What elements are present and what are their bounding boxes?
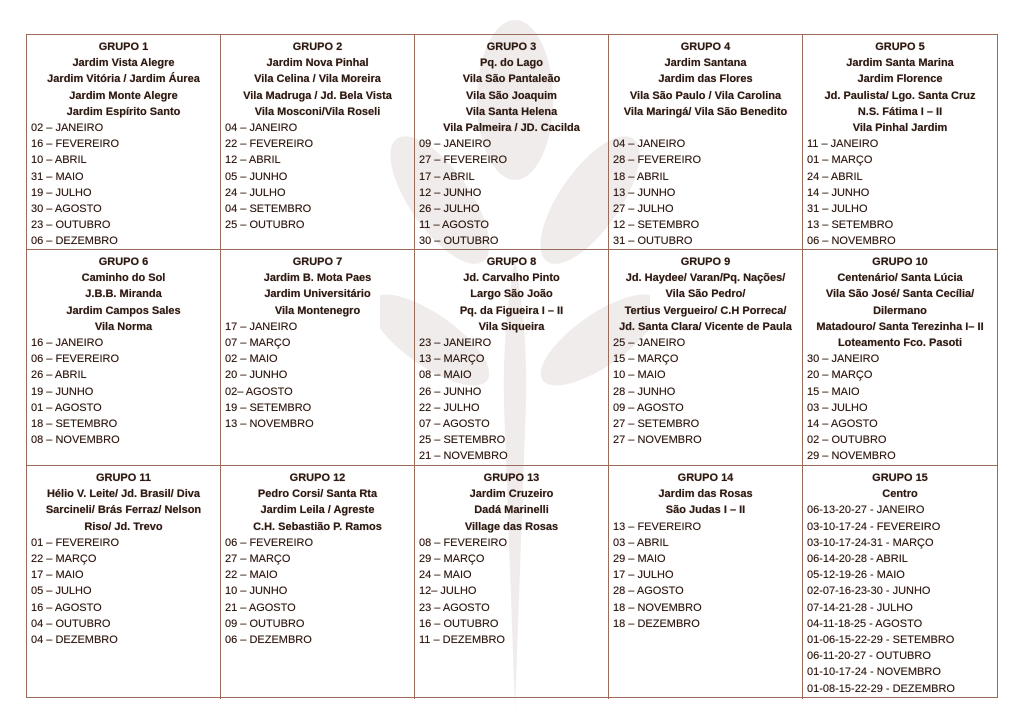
collection-date: 18 – SETEMBRO xyxy=(31,418,118,431)
collection-date: 16 – AGOSTO xyxy=(31,601,102,614)
group-title: GRUPO 15 xyxy=(872,472,928,484)
collection-date: 31 – MAIO xyxy=(31,170,84,183)
collection-date: 22 – MAIO xyxy=(225,569,278,582)
collection-date: 12 – JUNHO xyxy=(419,186,482,199)
collection-date: 06-11-20-27 - OUTUBRO xyxy=(807,650,931,663)
collection-date: 11 – AGOSTO xyxy=(419,219,489,232)
group-title: GRUPO 1 xyxy=(98,41,149,53)
collection-date: 27 – NOVEMBRO xyxy=(613,434,702,447)
group-title: GRUPO 10 xyxy=(872,256,928,268)
collection-date: 29 – MAIO xyxy=(613,553,666,566)
group-cell xyxy=(803,250,997,466)
group-cell xyxy=(27,35,221,250)
group-title: GRUPO 6 xyxy=(98,256,149,268)
collection-date: 16 – JANEIRO xyxy=(31,337,104,350)
schedule-table xyxy=(26,34,998,698)
collection-date: 06 – DEZEMBRO xyxy=(31,235,118,248)
collection-date: 14 – JUNHO xyxy=(807,186,870,199)
collection-date: 26 – ABRIL xyxy=(31,369,87,382)
collection-date: 27 – JULHO xyxy=(613,203,674,216)
group-title: GRUPO 9 xyxy=(680,256,731,268)
collection-date: 02 – MAIO xyxy=(225,353,278,366)
group-location: Jardim B. Mota Paes xyxy=(263,272,372,285)
group-location: Loteamento Fco. Pasoti xyxy=(837,337,963,350)
group-location: São Judas I – II xyxy=(665,504,746,517)
collection-date: 05 – JUNHO xyxy=(225,170,288,183)
collection-date: 14 – AGOSTO xyxy=(807,418,878,431)
group-location: Largo São João xyxy=(470,288,553,301)
collection-date: 22 – FEVEREIRO xyxy=(225,138,314,151)
collection-date: 24 – JULHO xyxy=(225,186,286,199)
collection-date: 06-13-20-27 - JANEIRO xyxy=(807,504,925,517)
group-cell xyxy=(27,250,221,466)
collection-date: 08 – MAIO xyxy=(419,369,472,382)
group-location: Jardim Nova Pinhal xyxy=(266,57,369,70)
group-location: Jardim Vista Alegre xyxy=(72,57,175,70)
group-cell xyxy=(415,35,609,250)
collection-date: 04 – SETEMBRO xyxy=(225,203,312,216)
group-title: GRUPO 13 xyxy=(483,472,540,484)
collection-date: 05 – JULHO xyxy=(31,585,92,598)
collection-date: 12 – ABRIL xyxy=(225,154,281,167)
collection-date: 23 – OUTUBRO xyxy=(31,219,111,232)
group-location: C.H. Sebastião P. Ramos xyxy=(253,520,382,533)
group-location: Vila Mosconi/Vila Roseli xyxy=(254,105,381,118)
collection-date: 25 – OUTUBRO xyxy=(225,219,305,232)
collection-date: 29 – MARÇO xyxy=(419,553,485,566)
collection-date: 22 – MARÇO xyxy=(31,553,97,566)
collection-date: 03 – JULHO xyxy=(807,401,868,414)
collection-date: 19 – SETEMBRO xyxy=(225,401,312,414)
collection-date: 07-14-21-28 - JULHO xyxy=(807,601,913,614)
group-title: GRUPO 12 xyxy=(289,472,346,484)
collection-date: 26 – JULHO xyxy=(419,203,480,216)
group-title: GRUPO 4 xyxy=(680,41,731,53)
group-title: GRUPO 11 xyxy=(95,472,152,484)
group-location: Pq. da Figueira I – II xyxy=(459,304,564,317)
collection-date: 11 – JANEIRO xyxy=(807,138,879,151)
group-location: Riso/ Jd. Trevo xyxy=(84,520,163,533)
collection-date xyxy=(613,120,798,136)
group-title: GRUPO 2 xyxy=(292,41,343,53)
collection-date: 03 – ABRIL xyxy=(613,536,669,549)
collection-date: 09 – JANEIRO xyxy=(419,138,492,151)
group-title: GRUPO 8 xyxy=(486,256,537,268)
group-location: Vila São Paulo / Vila Carolina xyxy=(629,89,782,102)
group-location: Vila Madruga / Jd. Bela Vista xyxy=(243,89,392,102)
group-cell xyxy=(609,466,803,699)
collection-date: 25 – JANEIRO xyxy=(613,337,686,350)
collection-date: 10 – MAIO xyxy=(613,369,666,382)
group-location: Jardim Florence xyxy=(857,73,943,86)
collection-date: 18 – ABRIL xyxy=(613,170,669,183)
group-location: Vila Montenegro xyxy=(274,304,361,317)
collection-date: 04 – JANEIRO xyxy=(613,138,686,151)
group-location: Jardim Monte Alegre xyxy=(69,89,178,102)
group-cell xyxy=(27,466,221,699)
group-location: Caminho do Sol xyxy=(81,272,166,285)
collection-date: 01-10-17-24 - NOVEMBRO xyxy=(807,666,941,679)
collection-date: 03-10-17-24 - FEVEREIRO xyxy=(807,520,941,533)
group-location: Jardim Campos Sales xyxy=(66,304,181,317)
collection-date: 20 – MARÇO xyxy=(807,369,873,382)
group-location: J.B.B. Miranda xyxy=(85,288,162,301)
group-location: Vila Palmeira / JD. Cacilda xyxy=(443,122,580,135)
collection-date: 16 – OUTUBRO xyxy=(419,617,499,630)
group-location: Matadouro/ Santa Terezinha I– II xyxy=(816,320,984,333)
collection-date: 04 – OUTUBRO xyxy=(31,617,111,630)
collection-date: 16 – FEVEREIRO xyxy=(31,138,120,151)
collection-date: 18 – DEZEMBRO xyxy=(613,617,700,630)
collection-date: 17 – JULHO xyxy=(613,569,674,582)
collection-date: 15 – MARÇO xyxy=(613,353,679,366)
collection-date: 26 – JUNHO xyxy=(419,385,482,398)
collection-date: 13 – MARÇO xyxy=(419,353,485,366)
group-title: GRUPO 7 xyxy=(292,256,343,268)
collection-date: 15 – MAIO xyxy=(807,385,860,398)
collection-date: 11 – DEZEMBRO xyxy=(419,634,505,647)
group-location: Vila Maringá/ Vila São Benedito xyxy=(623,105,788,118)
collection-date: 21 – AGOSTO xyxy=(225,601,296,614)
group-location: Jd. Carvalho Pinto xyxy=(463,272,560,285)
collection-date: 10 – ABRIL xyxy=(31,154,87,167)
group-cell xyxy=(221,250,415,466)
group-location: Jardim Universitário xyxy=(264,288,371,301)
group-cell xyxy=(609,250,803,466)
collection-date: 19 – JULHO xyxy=(31,186,92,199)
collection-date: 30 – OUTUBRO xyxy=(419,235,499,248)
collection-date: 07 – MARÇO xyxy=(225,337,291,350)
collection-date: 19 – JUNHO xyxy=(31,385,94,398)
collection-date: 02-07-16-23-30 - JUNHO xyxy=(807,585,931,598)
group-location: Centenário/ Santa Lúcia xyxy=(837,272,963,285)
collection-date: 04 – JANEIRO xyxy=(225,122,298,135)
collection-date: 06 – DEZEMBRO xyxy=(225,634,312,647)
collection-date: 12– JULHO xyxy=(419,585,477,598)
collection-date: 01-08-15-22-29 - DEZEMBRO xyxy=(807,682,955,695)
collection-date: 07 – AGOSTO xyxy=(419,418,490,431)
collection-date: 04-11-18-25 - AGOSTO xyxy=(807,617,923,630)
group-location: Jardim Santana xyxy=(664,57,747,70)
group-location: Dilermano xyxy=(873,304,927,317)
group-location: Vila Norma xyxy=(94,320,153,333)
group-cell xyxy=(803,35,997,250)
collection-date: 02 – JANEIRO xyxy=(31,122,104,135)
collection-date: 01-06-15-22-29 - SETEMBRO xyxy=(807,634,955,647)
collection-date: 17 – MAIO xyxy=(31,569,84,582)
group-location: Jardim Vitória / Jardim Áurea xyxy=(47,73,200,86)
collection-date: 02– AGOSTO xyxy=(225,385,293,398)
collection-date: 31 – OUTUBRO xyxy=(613,235,693,248)
group-location: Vila Pinhal Jardim xyxy=(852,122,948,135)
collection-date: 17 – ABRIL xyxy=(419,170,475,183)
collection-date: 13 – FEVEREIRO xyxy=(613,520,702,533)
group-title: GRUPO 14 xyxy=(677,472,734,484)
collection-date: 29 – NOVEMBRO xyxy=(807,450,896,463)
group-location: Vila São José/ Santa Cecília/ xyxy=(825,288,975,301)
collection-date: 22 – JULHO xyxy=(419,401,480,414)
collection-date: 06-14-20-28 - ABRIL xyxy=(807,553,908,566)
group-cell xyxy=(803,466,997,699)
group-title: GRUPO 3 xyxy=(486,41,537,53)
group-location: Jardim das Flores xyxy=(658,73,753,86)
collection-date: 13 – NOVEMBRO xyxy=(225,418,314,431)
group-location: Jardim Espírito Santo xyxy=(66,105,181,118)
group-location: Pq. do Lago xyxy=(480,57,543,70)
collection-date: 30 – AGOSTO xyxy=(31,203,102,216)
group-location: Tertius Vergueiro/ C.H Porreca/ xyxy=(624,304,787,317)
collection-date: 08 – FEVEREIRO xyxy=(419,536,508,549)
group-location: Sarcineli/ Brás Ferraz/ Nelson xyxy=(45,504,202,517)
collection-date: 10 – JUNHO xyxy=(225,585,288,598)
group-location: Vila São Pantaleão xyxy=(462,73,561,86)
group-cell xyxy=(221,466,415,699)
group-location: Vila Siqueira xyxy=(478,320,545,333)
collection-date: 24 – ABRIL xyxy=(807,170,863,183)
group-location: Vila Santa Helena xyxy=(465,105,558,118)
collection-date: 17 – JANEIRO xyxy=(225,320,298,333)
collection-date: 06 – FEVEREIRO xyxy=(225,536,314,549)
collection-date: 20 – JUNHO xyxy=(225,369,288,382)
group-location: Jd. Santa Clara/ Vicente de Paula xyxy=(619,320,792,333)
group-location: Vila Celina / Vila Moreira xyxy=(254,73,381,86)
group-location: Centro xyxy=(882,488,918,501)
collection-date: 28 – FEVEREIRO xyxy=(613,154,702,167)
collection-date: 12 – SETEMBRO xyxy=(613,219,700,232)
collection-date: 21 – NOVEMBRO xyxy=(419,450,508,463)
collection-date: 23 – JANEIRO xyxy=(419,337,492,350)
group-location: Jardim Cruzeiro xyxy=(469,488,554,501)
collection-date: 27 – SETEMBRO xyxy=(613,418,700,431)
collection-date: 06 – FEVEREIRO xyxy=(31,353,120,366)
collection-date: 05-12-19-26 - MAIO xyxy=(807,569,905,582)
group-location: Jardim das Rosas xyxy=(658,488,753,501)
collection-date: 01 – FEVEREIRO xyxy=(31,536,120,549)
collection-date: 02 – OUTUBRO xyxy=(807,434,887,447)
collection-date: 27 – MARÇO xyxy=(225,553,291,566)
group-location: Jd. Paulista/ Lgo. Santa Cruz xyxy=(824,89,976,102)
group-title: GRUPO 5 xyxy=(875,41,925,53)
collection-date: 13 – JUNHO xyxy=(613,186,676,199)
collection-date: 09 – AGOSTO xyxy=(613,401,684,414)
group-location: Village das Rosas xyxy=(464,520,559,533)
group-location: N.S. Fátima I – II xyxy=(857,105,943,118)
collection-date: 25 – SETEMBRO xyxy=(419,434,506,447)
group-location: Hélio V. Leite/ Jd. Brasil/ Diva xyxy=(46,488,201,501)
collection-date: 18 – NOVEMBRO xyxy=(613,601,702,614)
collection-date: 24 – MAIO xyxy=(419,569,472,582)
collection-date: 28 – JUNHO xyxy=(613,385,676,398)
group-location: Dadá Marinelli xyxy=(474,504,549,517)
collection-date: 08 – NOVEMBRO xyxy=(31,434,120,447)
collection-date: 30 – JANEIRO xyxy=(807,353,880,366)
collection-date: 06 – NOVEMBRO xyxy=(807,235,896,248)
collection-date: 03-10-17-24-31 - MARÇO xyxy=(807,536,934,549)
collection-date: 01 – MARÇO xyxy=(807,154,873,167)
group-cell xyxy=(415,250,609,466)
collection-date: 31 – JULHO xyxy=(807,203,868,216)
group-location: Vila São Joaquim xyxy=(466,89,557,102)
group-location: Jardim Santa Marina xyxy=(846,57,954,70)
group-location: Jardim Leila / Agreste xyxy=(260,504,375,517)
group-cell xyxy=(415,466,609,699)
collection-date: 23 – AGOSTO xyxy=(419,601,490,614)
group-location: Jd. Haydee/ Varan/Pq. Nações/ xyxy=(625,272,786,285)
collection-date: 09 – OUTUBRO xyxy=(225,617,305,630)
group-location: Vila São Pedro/ xyxy=(665,288,746,301)
collection-date: 01 – AGOSTO xyxy=(31,401,102,414)
collection-date: 28 – AGOSTO xyxy=(613,585,684,598)
group-cell xyxy=(609,35,803,250)
group-location: Pedro Corsi/ Santa Rta xyxy=(257,488,378,501)
collection-date: 04 – DEZEMBRO xyxy=(31,634,118,647)
collection-date: 13 – SETEMBRO xyxy=(807,219,894,232)
group-cell xyxy=(221,35,415,250)
collection-date: 27 – FEVEREIRO xyxy=(419,154,508,167)
